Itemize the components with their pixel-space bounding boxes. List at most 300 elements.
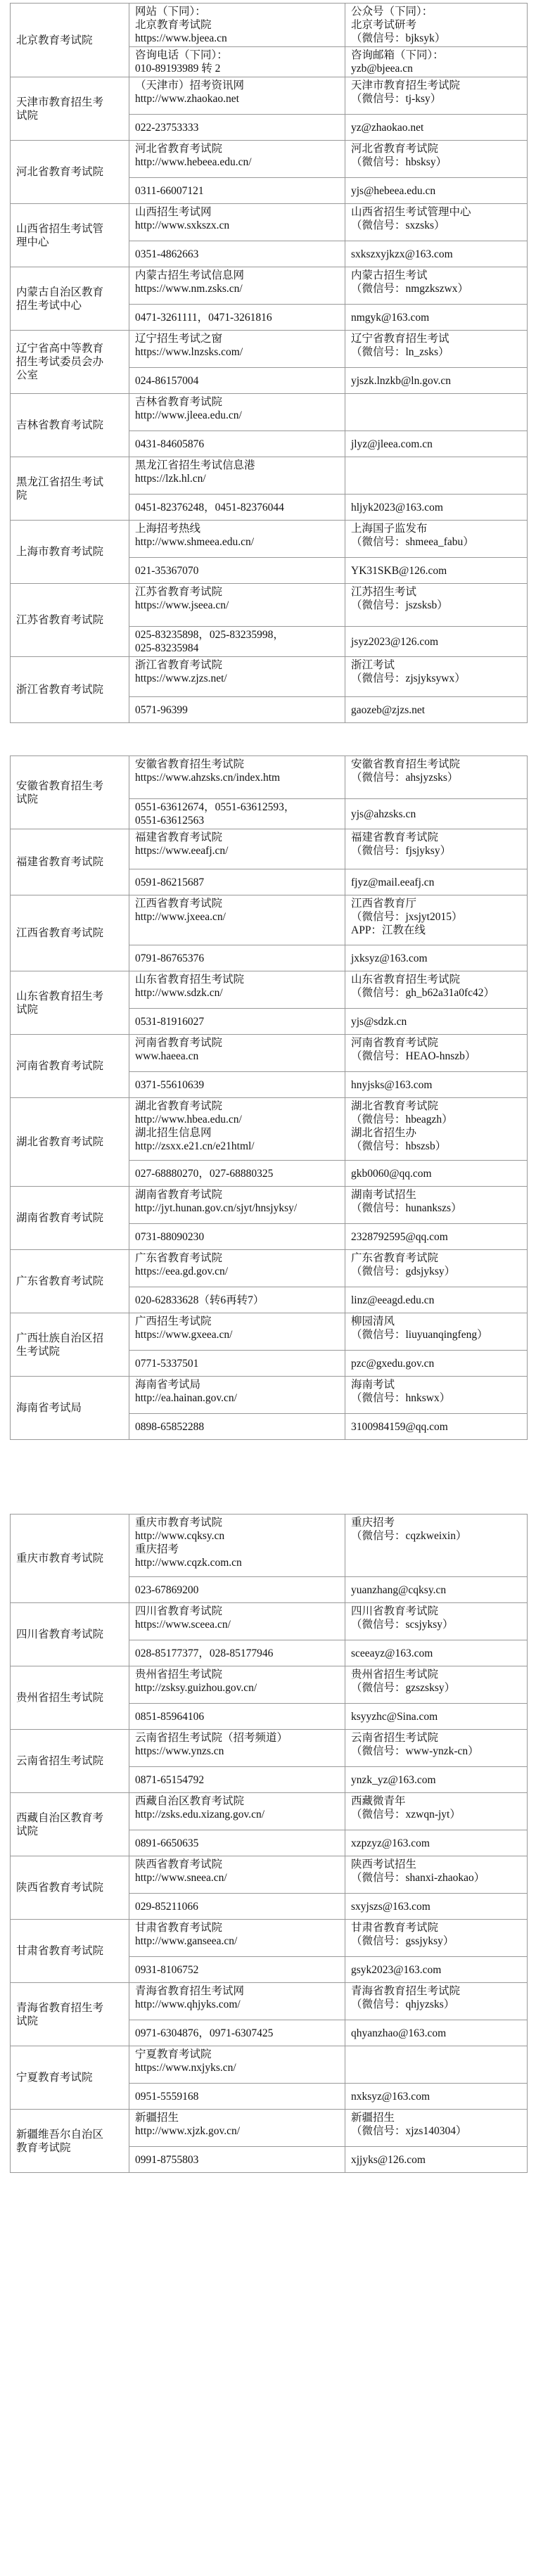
wechat-cell xyxy=(345,1098,528,1161)
website-cell-line: 广西招生考试院 xyxy=(135,1315,212,1327)
institution-name xyxy=(11,267,129,331)
wechat-cell xyxy=(345,584,528,627)
website-cell-line: https://www.ynzs.cn xyxy=(135,1745,224,1757)
table-row xyxy=(11,2046,528,2084)
email-cell[interactable] xyxy=(345,1830,528,1856)
website-cell-line: 福建省教育考试院 xyxy=(135,831,223,843)
wechat-cell-line: （微信号：xzwqn-jyt） xyxy=(351,1809,461,1821)
website-cell[interactable] xyxy=(129,267,345,305)
wechat-cell-line: 湖北省招生办 xyxy=(351,1127,417,1139)
email-cell[interactable] xyxy=(345,1351,528,1377)
table-row xyxy=(11,394,528,431)
wechat-cell-line: （微信号：jszsksb） xyxy=(351,599,448,611)
email-cell-line: sxyjszs@163.com xyxy=(351,1900,430,1913)
website-cell[interactable] xyxy=(129,1313,345,1351)
website-cell-line: 新疆招生 xyxy=(135,2112,179,2124)
phone-cell xyxy=(129,1414,345,1440)
wechat-cell-line: 天津市教育招生考试院 xyxy=(351,79,461,91)
wechat-cell-line: 湖北省教育考试院 xyxy=(351,1100,439,1112)
website-cell[interactable] xyxy=(129,1856,345,1894)
institution-name-line: 辽宁省高中等教育 xyxy=(16,343,104,355)
website-cell-line: 辽宁招生考试之窗 xyxy=(135,333,223,345)
email-cell[interactable] xyxy=(345,2020,528,2046)
wechat-cell-line: 上海国子监发布 xyxy=(351,523,428,535)
institution-name-line: 重庆市教育考试院 xyxy=(16,1552,104,1564)
wechat-cell xyxy=(345,1920,528,1957)
institution-name-line: 北京教育考试院 xyxy=(16,34,93,46)
institution-name-line: 广西壮族自治区招 xyxy=(16,1332,104,1344)
wechat-cell xyxy=(345,1515,528,1577)
website-cell-line: https://www.sceea.cn/ xyxy=(135,1619,231,1631)
wechat-cell-line: 内蒙古招生考试 xyxy=(351,269,428,281)
institution-name-line: 湖北省教育考试院 xyxy=(16,1136,104,1148)
email-cell-line: hljyk2023@163.com xyxy=(351,501,443,514)
institution-name xyxy=(11,584,129,657)
phone-cell-line: 0931-8106752 xyxy=(135,1963,199,1976)
email-cell-line: xjjyks@126.com xyxy=(351,2153,426,2166)
wechat-cell-line: 山东省教育招生考试院 xyxy=(351,974,461,986)
phone-cell-line: 028-85177377，028-85177946 xyxy=(135,1647,274,1659)
phone-cell xyxy=(129,1767,345,1793)
website-cell[interactable] xyxy=(129,971,345,1009)
email-cell[interactable] xyxy=(345,697,528,723)
wechat-cell-line: 云南省招生考试院 xyxy=(351,1732,439,1744)
website-cell[interactable] xyxy=(129,1920,345,1957)
table-row xyxy=(11,2110,528,2147)
wechat-cell xyxy=(345,829,528,869)
wechat-cell-line: （微信号：liuyuanqingfeng） xyxy=(351,1329,488,1341)
wechat-cell xyxy=(345,1856,528,1894)
phone-cell xyxy=(129,241,345,267)
email-cell-line: yjs@ahzsks.cn xyxy=(351,808,416,820)
wechat-cell-line: 河南省教育考试院 xyxy=(351,1037,439,1049)
phone-cell xyxy=(129,799,345,829)
website-cell-line: 山东省教育招生考试院 xyxy=(135,974,245,986)
table-row xyxy=(11,1603,528,1640)
wechat-cell-line: （微信号：gh_b62a31a0fc42） xyxy=(351,987,495,999)
website-cell[interactable] xyxy=(129,829,345,869)
website-cell-line: http://jyt.hunan.gov.cn/sjyt/hnsjyksy/ xyxy=(135,1202,298,1214)
email-cell[interactable] xyxy=(345,1224,528,1250)
email-cell[interactable] xyxy=(345,1009,528,1035)
email-cell[interactable] xyxy=(345,1161,528,1187)
institution-name-line: 院 xyxy=(16,489,27,502)
phone-cell xyxy=(129,558,345,584)
website-cell[interactable] xyxy=(129,1250,345,1287)
table-row xyxy=(11,4,528,47)
phone-cell xyxy=(129,178,345,204)
website-cell-line: https://www.zjzs.net/ xyxy=(135,672,227,684)
email-cell-line: YK31SKB@126.com xyxy=(351,564,447,577)
phone-cell-line: 0731-88090230 xyxy=(135,1230,205,1243)
website-cell-line: https://www.bjeea.cn xyxy=(135,32,227,44)
wechat-cell xyxy=(345,141,528,178)
website-cell-line: https://www.lnzsks.com/ xyxy=(135,346,243,358)
wechat-cell-line: （微信号：zjsjyksywx） xyxy=(351,672,466,684)
website-cell[interactable] xyxy=(129,521,345,558)
wechat-cell-line: （微信号：ln_zsks） xyxy=(351,346,449,358)
phone-cell xyxy=(129,495,345,521)
institution-name-line: 广东省教育考试院 xyxy=(16,1275,104,1287)
wechat-cell xyxy=(345,1377,528,1414)
website-cell[interactable] xyxy=(129,141,345,178)
institution-name-line: 安徽省教育招生考 xyxy=(16,779,104,792)
email-cell[interactable] xyxy=(345,1704,528,1730)
email-cell[interactable] xyxy=(345,799,528,829)
institution-name xyxy=(11,457,129,521)
phone-cell-line: 咨询电话（下同）： xyxy=(135,49,228,61)
wechat-cell-line: 湖南考试招生 xyxy=(351,1189,417,1201)
email-cell[interactable] xyxy=(345,1072,528,1098)
wechat-cell-line: 公众号（下同）： xyxy=(351,6,433,18)
email-cell[interactable] xyxy=(345,495,528,521)
institution-name-line: 湖南省教育考试院 xyxy=(16,1212,104,1224)
wechat-cell xyxy=(345,756,528,799)
email-cell[interactable] xyxy=(345,869,528,895)
table-row xyxy=(11,1377,528,1414)
website-cell[interactable] xyxy=(129,1035,345,1072)
email-cell-line: jlyz@jleea.com.cn xyxy=(351,438,433,450)
website-cell[interactable] xyxy=(129,77,345,115)
table-row xyxy=(11,584,528,627)
phone-cell-line: 020-62833628（转6再转7） xyxy=(135,1294,264,1306)
institution-name-line: 山西省招生考试管 xyxy=(16,222,104,235)
website-cell[interactable] xyxy=(129,1098,345,1161)
website-cell-line: https://www.nm.zsks.cn/ xyxy=(135,283,243,295)
website-cell-line: https://www.gxeea.cn/ xyxy=(135,1329,233,1341)
website-cell-line: https://www.jseea.cn/ xyxy=(135,599,229,611)
website-cell[interactable] xyxy=(129,2110,345,2147)
phone-cell xyxy=(129,1704,345,1730)
website-cell-line: http://ea.hainan.gov.cn/ xyxy=(135,1392,237,1404)
email-cell[interactable] xyxy=(345,1287,528,1313)
website-cell-line: 重庆招考 xyxy=(135,1543,179,1555)
contacts-table xyxy=(10,3,528,723)
phone-cell-line: 0531-81916027 xyxy=(135,1015,205,1028)
wechat-cell-line: （微信号：hunankszs） xyxy=(351,1202,462,1214)
wechat-cell-line: （微信号：hbeagzh） xyxy=(351,1114,453,1126)
website-cell-line: 上海招考热线 xyxy=(135,523,201,535)
wechat-cell xyxy=(345,2046,528,2084)
wechat-cell-line: 山西省招生考试管理中心 xyxy=(351,206,471,218)
table-row xyxy=(11,1856,528,1894)
table-row xyxy=(11,1730,528,1767)
email-cell[interactable] xyxy=(345,1894,528,1920)
institution-name xyxy=(11,204,129,267)
email-cell-line: xzpzyz@163.com xyxy=(351,1837,430,1849)
email-cell-line: 2328792595@qq.com xyxy=(351,1230,448,1243)
website-cell[interactable] xyxy=(129,1187,345,1224)
phone-cell xyxy=(129,1894,345,1920)
wechat-cell-line: （微信号：shmeea_fabu） xyxy=(351,536,474,548)
phone-cell xyxy=(129,869,345,895)
wechat-cell xyxy=(345,267,528,305)
website-cell-line: 安徽省教育招生考试院 xyxy=(135,758,245,770)
website-cell-line: 山西招生考试网 xyxy=(135,206,212,218)
wechat-cell-line: （微信号：sxzsks） xyxy=(351,219,445,231)
phone-cell-line: 0551-63612563 xyxy=(135,815,205,827)
wechat-cell xyxy=(345,331,528,368)
phone-cell xyxy=(129,1161,345,1187)
wechat-cell-line: 北京考试研考 xyxy=(351,19,417,31)
website-cell[interactable] xyxy=(129,1515,345,1577)
wechat-cell-line: 重庆招考 xyxy=(351,1517,395,1529)
wechat-cell-line: 江苏招生考试 xyxy=(351,586,417,598)
institution-name xyxy=(11,657,129,723)
email-cell[interactable] xyxy=(345,627,528,657)
email-cell-line: 咨询邮箱（下同）： xyxy=(351,49,444,61)
email-cell[interactable] xyxy=(345,2084,528,2110)
institution-name xyxy=(11,971,129,1035)
phone-cell-line: 022-23753333 xyxy=(135,121,199,134)
institution-name xyxy=(11,1250,129,1313)
wechat-cell-line: 海南考试 xyxy=(351,1379,395,1391)
institution-name-line: 山东省教育招生考 xyxy=(16,990,104,1002)
website-cell[interactable] xyxy=(129,4,345,47)
institution-name-line: 西藏自治区教育考 xyxy=(16,1811,104,1824)
website-cell-line: 浙江省教育考试院 xyxy=(135,659,223,671)
phone-cell xyxy=(129,1072,345,1098)
website-cell-line: 甘肃省教育考试院 xyxy=(135,1922,223,1934)
wechat-cell xyxy=(345,971,528,1009)
wechat-cell-line: （微信号：hbsksy） xyxy=(351,156,447,168)
website-cell[interactable] xyxy=(129,1730,345,1767)
institution-name-line: 试院 xyxy=(16,793,39,805)
website-cell-line: http://zsxx.e21.cn/e21html/ xyxy=(135,1140,255,1152)
phone-cell xyxy=(129,1577,345,1603)
institution-name-line: 吉林省教育考试院 xyxy=(16,419,104,431)
website-cell-line: 网站（下同）： xyxy=(135,6,206,18)
phone-cell-line: 0571-96399 xyxy=(135,703,188,716)
website-cell-line: 江苏省教育考试院 xyxy=(135,586,223,598)
wechat-cell-line: （微信号：shanxi-zhaokao） xyxy=(351,1872,485,1884)
website-cell[interactable] xyxy=(129,1793,345,1830)
phone-cell-line: 0851-85964106 xyxy=(135,1710,205,1723)
website-cell[interactable] xyxy=(129,584,345,627)
phone-cell-line: 029-85211066 xyxy=(135,1900,198,1913)
wechat-cell-line: 浙江考试 xyxy=(351,659,395,671)
table-row xyxy=(11,521,528,558)
email-cell-line: gaozeb@zjzs.net xyxy=(351,703,426,716)
phone-cell xyxy=(129,1957,345,1983)
wechat-cell xyxy=(345,4,528,47)
phone-cell xyxy=(129,1640,345,1666)
wechat-cell-line: 柳园清风 xyxy=(351,1315,395,1327)
email-cell[interactable] xyxy=(345,1957,528,1983)
wechat-cell-line: 新疆招生 xyxy=(351,2112,395,2124)
website-cell-line: 青海省教育招生考试网 xyxy=(135,1985,245,1997)
website-cell-line: http://www.shmeea.edu.cn/ xyxy=(135,536,255,548)
phone-cell-line: 024-86157004 xyxy=(135,374,199,387)
website-cell-line: https://lzk.hl.cn/ xyxy=(135,473,206,485)
wechat-cell xyxy=(345,1793,528,1830)
table-row xyxy=(11,267,528,305)
wechat-cell xyxy=(345,1313,528,1351)
wechat-cell-line: 贵州省招生考试院 xyxy=(351,1669,439,1681)
institution-name-line: 上海市教育考试院 xyxy=(16,546,104,558)
email-cell[interactable] xyxy=(345,558,528,584)
email-cell[interactable] xyxy=(345,431,528,457)
email-cell-line: 3100984159@qq.com xyxy=(351,1420,448,1433)
email-cell-line: yuanzhang@cqksy.cn xyxy=(351,1583,447,1596)
institution-name xyxy=(11,1187,129,1250)
wechat-cell-line: 河北省教育考试院 xyxy=(351,143,439,155)
phone-cell-line: 0791-86765376 xyxy=(135,952,205,964)
institution-name xyxy=(11,1983,129,2046)
phone-cell xyxy=(129,305,345,331)
phone-cell-line: 0351-4862663 xyxy=(135,248,199,260)
wechat-cell xyxy=(345,2110,528,2147)
website-cell-line: 宁夏教育考试院 xyxy=(135,2048,212,2060)
email-cell-line: sxkszxyjkzx@163.com xyxy=(351,248,453,260)
wechat-cell-line: （微信号：gssjyksy） xyxy=(351,1935,454,1947)
website-cell[interactable] xyxy=(129,1603,345,1640)
email-cell-line: pzc@gxedu.gov.cn xyxy=(351,1357,435,1370)
website-cell[interactable] xyxy=(129,1983,345,2020)
table-row xyxy=(11,1793,528,1830)
wechat-cell xyxy=(345,1035,528,1072)
website-cell[interactable] xyxy=(129,657,345,697)
table-row xyxy=(11,895,528,945)
phone-cell-line: 0311-66007121 xyxy=(135,184,204,197)
email-cell-line: nxksyz@163.com xyxy=(351,2090,430,2103)
website-cell[interactable] xyxy=(129,457,345,495)
website-cell[interactable] xyxy=(129,756,345,799)
institution-name-line: 甘肃省教育考试院 xyxy=(16,1945,104,1957)
wechat-cell xyxy=(345,1250,528,1287)
email-cell-line: jxksyz@163.com xyxy=(351,952,428,964)
website-cell-line: 吉林省教育考试院 xyxy=(135,396,223,408)
institution-name xyxy=(11,394,129,457)
institution-name-line: 生考试院 xyxy=(16,1345,60,1358)
institution-name xyxy=(11,895,129,971)
email-cell-line: jsyz2023@126.com xyxy=(351,635,439,648)
website-cell-line: http://www.sneea.cn/ xyxy=(135,1872,227,1884)
institution-name-line: 江苏省教育考试院 xyxy=(16,614,104,626)
phone-cell xyxy=(129,368,345,394)
website-cell[interactable] xyxy=(129,895,345,945)
email-cell-line: nmgyk@163.com xyxy=(351,311,430,324)
institution-name xyxy=(11,4,129,77)
website-cell-line: 重庆市教育考试院 xyxy=(135,1517,223,1529)
phone-cell-line: 0471-3261111，0471-3261816 xyxy=(135,311,272,324)
email-cell[interactable] xyxy=(345,1577,528,1603)
table-row xyxy=(11,756,528,799)
wechat-cell xyxy=(345,1983,528,2020)
website-cell-line: http://www.jxeea.cn/ xyxy=(135,911,226,923)
table-row xyxy=(11,1920,528,1957)
website-cell-line: 贵州省招生考试院 xyxy=(135,1669,223,1681)
website-cell-line: 湖北招生信息网 xyxy=(135,1127,212,1139)
email-cell-line: yjs@sdzk.cn xyxy=(351,1015,407,1028)
phone-cell-line: 0551-63612674，0551-63612593， xyxy=(135,801,295,813)
website-cell-line: http://www.cqksy.cn xyxy=(135,1530,225,1542)
phone-cell xyxy=(129,115,345,141)
email-cell[interactable] xyxy=(345,47,528,77)
email-cell-line: gsyk2023@163.com xyxy=(351,1963,442,1976)
email-cell[interactable] xyxy=(345,2147,528,2173)
wechat-cell-line: 广东省教育考试院 xyxy=(351,1252,439,1264)
website-cell-line: http://www.hbea.edu.cn/ xyxy=(135,1114,242,1126)
phone-cell-line: 027-68880270，027-68880325 xyxy=(135,1167,274,1180)
website-cell-line: http://www.qhjyks.com/ xyxy=(135,1998,241,2010)
website-cell-line: （天津市）招考资讯网 xyxy=(135,79,245,91)
website-cell[interactable] xyxy=(129,331,345,368)
email-cell[interactable] xyxy=(345,1767,528,1793)
email-cell[interactable] xyxy=(345,241,528,267)
phone-cell-line: 025-83235984 xyxy=(135,642,199,654)
wechat-cell-line: （微信号：HEAO-hnszb） xyxy=(351,1050,476,1062)
institution-name xyxy=(11,1515,129,1603)
table-row xyxy=(11,971,528,1009)
wechat-cell xyxy=(345,895,528,945)
phone-cell xyxy=(129,627,345,657)
email-cell-line: yz@zhaokao.net xyxy=(351,121,424,134)
website-cell-line: http://www.cqzk.com.cn xyxy=(135,1557,242,1569)
institution-name-line: 黑龙江省招生考试 xyxy=(16,476,104,488)
wechat-cell-line: （微信号：ahsjyzsks） xyxy=(351,772,459,784)
email-cell[interactable] xyxy=(345,368,528,394)
website-cell-line: 江西省教育考试院 xyxy=(135,898,223,910)
wechat-cell xyxy=(345,1187,528,1224)
phone-cell xyxy=(129,2147,345,2173)
email-cell[interactable] xyxy=(345,1640,528,1666)
institution-name-line: 河南省教育考试院 xyxy=(16,1060,104,1072)
email-cell[interactable] xyxy=(345,1414,528,1440)
email-cell-line: hnyjsks@163.com xyxy=(351,1078,433,1091)
website-cell-line: http://www.xjzk.gov.cn/ xyxy=(135,2125,241,2137)
phone-cell xyxy=(129,2020,345,2046)
email-cell[interactable] xyxy=(345,305,528,331)
institution-name-line: 江西省教育考试院 xyxy=(16,927,104,939)
website-cell-line: 黑龙江省招生考试信息港 xyxy=(135,459,255,471)
website-cell-line: http://zsksy.guizhou.gov.cn/ xyxy=(135,1682,257,1694)
institution-name-line: 试院 xyxy=(16,109,39,122)
website-cell[interactable] xyxy=(129,1377,345,1414)
website-cell[interactable] xyxy=(129,394,345,431)
website-cell[interactable] xyxy=(129,204,345,241)
phone-cell xyxy=(129,1830,345,1856)
phone-cell-line: 0871-65154792 xyxy=(135,1773,205,1786)
institution-name-line: 试院 xyxy=(16,1003,39,1016)
email-cell[interactable] xyxy=(345,115,528,141)
website-cell-line: http://www.ganseea.cn/ xyxy=(135,1935,238,1947)
institution-name xyxy=(11,2110,129,2173)
website-cell[interactable] xyxy=(129,2046,345,2084)
email-cell-line: ksyyzhc@Sina.com xyxy=(351,1710,438,1723)
email-cell-line: yjs@hebeea.edu.cn xyxy=(351,184,436,197)
institution-name xyxy=(11,1603,129,1666)
email-cell[interactable] xyxy=(345,945,528,971)
wechat-cell xyxy=(345,204,528,241)
phone-cell xyxy=(129,1009,345,1035)
phone-cell-line: 0891-6650635 xyxy=(135,1837,199,1849)
phone-cell-line: 0591-86215687 xyxy=(135,876,205,888)
email-cell[interactable] xyxy=(345,178,528,204)
website-cell-line: 河南省教育考试院 xyxy=(135,1037,223,1049)
website-cell[interactable] xyxy=(129,1666,345,1704)
institution-name-line: 试院 xyxy=(16,2015,39,2027)
wechat-cell-line: 西藏微青年 xyxy=(351,1795,406,1807)
website-cell-line: 湖南省教育考试院 xyxy=(135,1189,223,1201)
institution-name-line: 云南省招生考试院 xyxy=(16,1755,104,1767)
institution-name-line: 招生考试委员会办 xyxy=(16,356,104,368)
website-cell-line: 海南省考试局 xyxy=(135,1379,201,1391)
institution-name-line: 河北省教育考试院 xyxy=(16,166,104,178)
institution-name xyxy=(11,1856,129,1920)
website-cell-line: http://www.sdzk.cn/ xyxy=(135,987,223,999)
website-cell-line: https://www.ahzsks.cn/index.htm xyxy=(135,772,281,784)
